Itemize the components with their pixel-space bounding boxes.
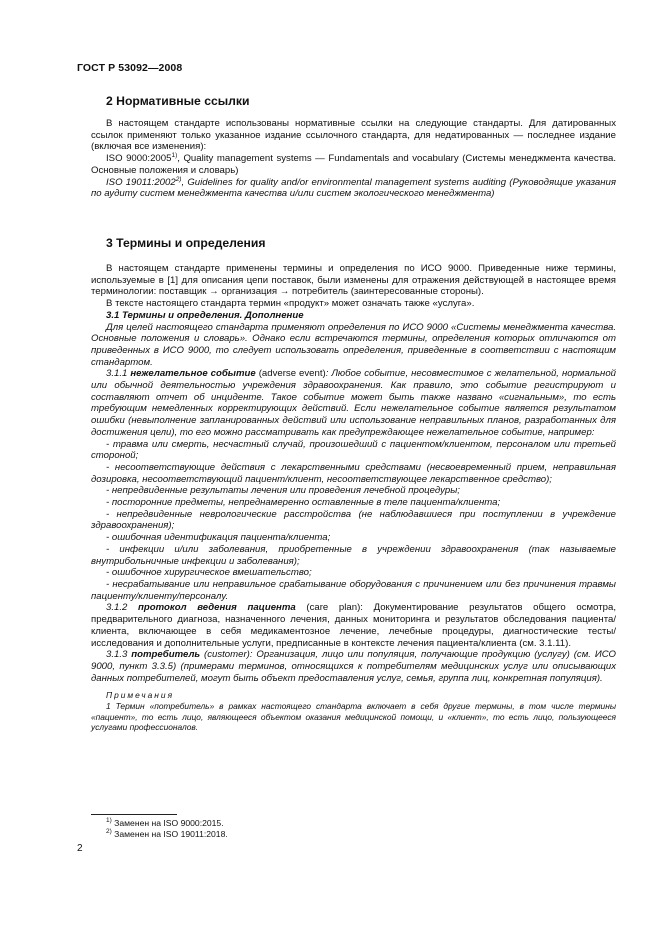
list-item: - инфекции и/или заболевания, приобретенные в учреждении здравоохранения (так называемые внутрибольничные инфекции и заболевания);: [91, 543, 616, 567]
term-name: потребитель: [131, 649, 201, 661]
subsection-3-1-text: Для целей настоящего стандарта применяют определения по ИСО 9000 «Системы менеджмента качества. Основные положения и словарь». Однако если встречаются термины, определения которых отличаются от приведенных в ИСО 9000, то следует использовать определения, приведенные в соответствии с настоящим стандартом.: [91, 321, 616, 368]
section-2-intro: В настоящем стандарте использованы нормативные ссылки на следующие стандарты. Для датированных ссылок применяют только указанное издание ссылочного стандарта, для недатированных — последнее издание (включая все изменения):: [91, 118, 616, 153]
section-3-body: [91, 263, 616, 733]
section-3-para-1: В настоящем стандарте применены термины и определения по ИСО 9000. Приведенные ниже термины, используемые в [1] для описания цепи поставок, были изменены для отражения действующей в настоящее время терминологии: поставщик → организация → потребитель (заинтересованные стороны).: [91, 263, 616, 298]
document-header: ГОСТ Р 53092—2008: [77, 62, 183, 74]
reference-iso-19011: [91, 177, 616, 200]
section-2-body: [91, 118, 616, 200]
list-item: - непредвиденные результаты лечения или проведения лечебной процедуры;: [106, 485, 460, 497]
list-item: - ошибочная идентификация пациента/клиента;: [106, 532, 331, 544]
adverse-event-list: [91, 439, 616, 603]
footnote-1: [106, 818, 224, 828]
term-number: 3.1.1: [106, 368, 131, 380]
section-2-title: 2 Нормативные ссылки: [106, 94, 250, 108]
term-3-1-3: [91, 649, 616, 684]
list-item: - ошибочное хирургическое вмешательство;: [106, 567, 312, 579]
section-3-para-2: В тексте настоящего стандарта термин «продукт» может означать также «услуга».: [106, 298, 475, 310]
reference-code: ISO 9000:2005: [106, 153, 172, 165]
term-number: 3.1.2: [106, 602, 139, 614]
footnote-mark: 2): [106, 828, 112, 836]
footnote-text: Заменен на ISO 19011:2018.: [111, 829, 228, 839]
term-3-1-2: [91, 602, 616, 649]
term-definition: (care plan): Документирование результатов общего осмотра, предварительного диагноза, назначенного лечения, данных мониторинга и результатов обследования пациента/клиента, включающее в себя медикаментозное лечение, лечебные процедуры, диагностические тесты/исследования и дополнительные услуги, предписанные в контексте лечения пациента/клиента (см. 3.1.11).: [91, 602, 616, 649]
section-3-title: 3 Термины и определения: [106, 236, 266, 250]
term-name: нежелательное событие: [130, 368, 256, 380]
list-item: - травма или смерть, несчастный случай, произошедший с пациентом/клиентом, персоналом или третьей стороной;: [91, 438, 616, 462]
reference-title: , Quality management systems — Fundamentals and vocabulary (Системы менеджмента качества. Основные положения и словарь): [91, 153, 617, 176]
term-english: (adverse event): [255, 368, 326, 380]
reference-title: , Guidelines for quality and/or environmental management systems auditing (Руководящие указания по аудиту систем менеджмента качества и/или систем экологического менеджмента): [91, 176, 616, 200]
footnote-mark: 1): [106, 817, 112, 825]
list-item: - непредвиденные неврологические расстройства (не наблюдавшиеся при поступлении в учреждение здравоохранения);: [91, 508, 616, 532]
footnote-mark: 1): [171, 151, 178, 159]
list-item: - посторонние предметы, непреднамеренно оставленные в теле пациента/клиента;: [106, 497, 501, 509]
list-item: - несоответствующие действия с лекарственными средствами (несвоевременный прием, неправильная дозировка, несоответствующий пациент/клиент, несоответствующее лекарственное средство);: [91, 461, 616, 485]
subsection-3-1-title: 3.1 Термины и определения. Дополнение: [106, 309, 304, 321]
footnote-divider: [91, 814, 177, 815]
footnote-mark: 2): [175, 175, 182, 183]
term-3-1-1: [91, 368, 616, 438]
page-number: 2: [77, 843, 83, 854]
list-item: - несрабатывание или неправильное срабатывание оборудования с причинением или без причинения травмы пациенту/клиенту/персоналу.: [91, 578, 616, 602]
notes-title: Примечания: [106, 690, 175, 701]
note-1: 1 Термин «потребитель» в рамках настоящего стандарта включает в себя другие термины, в том числе термины «пациент», то есть лицо, являющееся объектом оказания медицинской помощи, и «клиент», то есть лицо, пользующееся услугами профессионалов.: [91, 701, 616, 733]
footnote-2: [106, 829, 228, 839]
term-definition: (customer): Организация, лицо или популяция, получающие продукцию (услугу) (см. ИСО 9000, пункт 3.3.5) (примерами терминов, относящихся к потребителям медицинских услуг или описывающих данных потребителей, могут быть объект предоставления услуг, семья, группа лиц, конкретная популяция).: [91, 649, 616, 684]
term-name: протокол ведения пациента: [138, 602, 296, 614]
footnote-text: Заменен на ISO 9000:2015.: [111, 818, 224, 828]
term-number: 3.1.3: [106, 649, 132, 661]
term-definition: : Любое событие, несовместимое с желательной, нормальной или обычной деятельностью учреждения здравоохранения. Как правило, это событие регистрируют и составляют отчет об инциденте. Такое событие может быть также названо «сигнальным», то есть требующим немедленных корректирующих действий. Если нежелательное событие является результатом ошибки (невыполнение запланированных действий или использование неправильных планов, разработанных для достижения цели), то его можно рассматривать как предупреждающее нежелательное событие, например:: [91, 368, 616, 438]
reference-code: ISO 19011:2002: [106, 176, 176, 188]
reference-iso-9000: [91, 153, 616, 176]
